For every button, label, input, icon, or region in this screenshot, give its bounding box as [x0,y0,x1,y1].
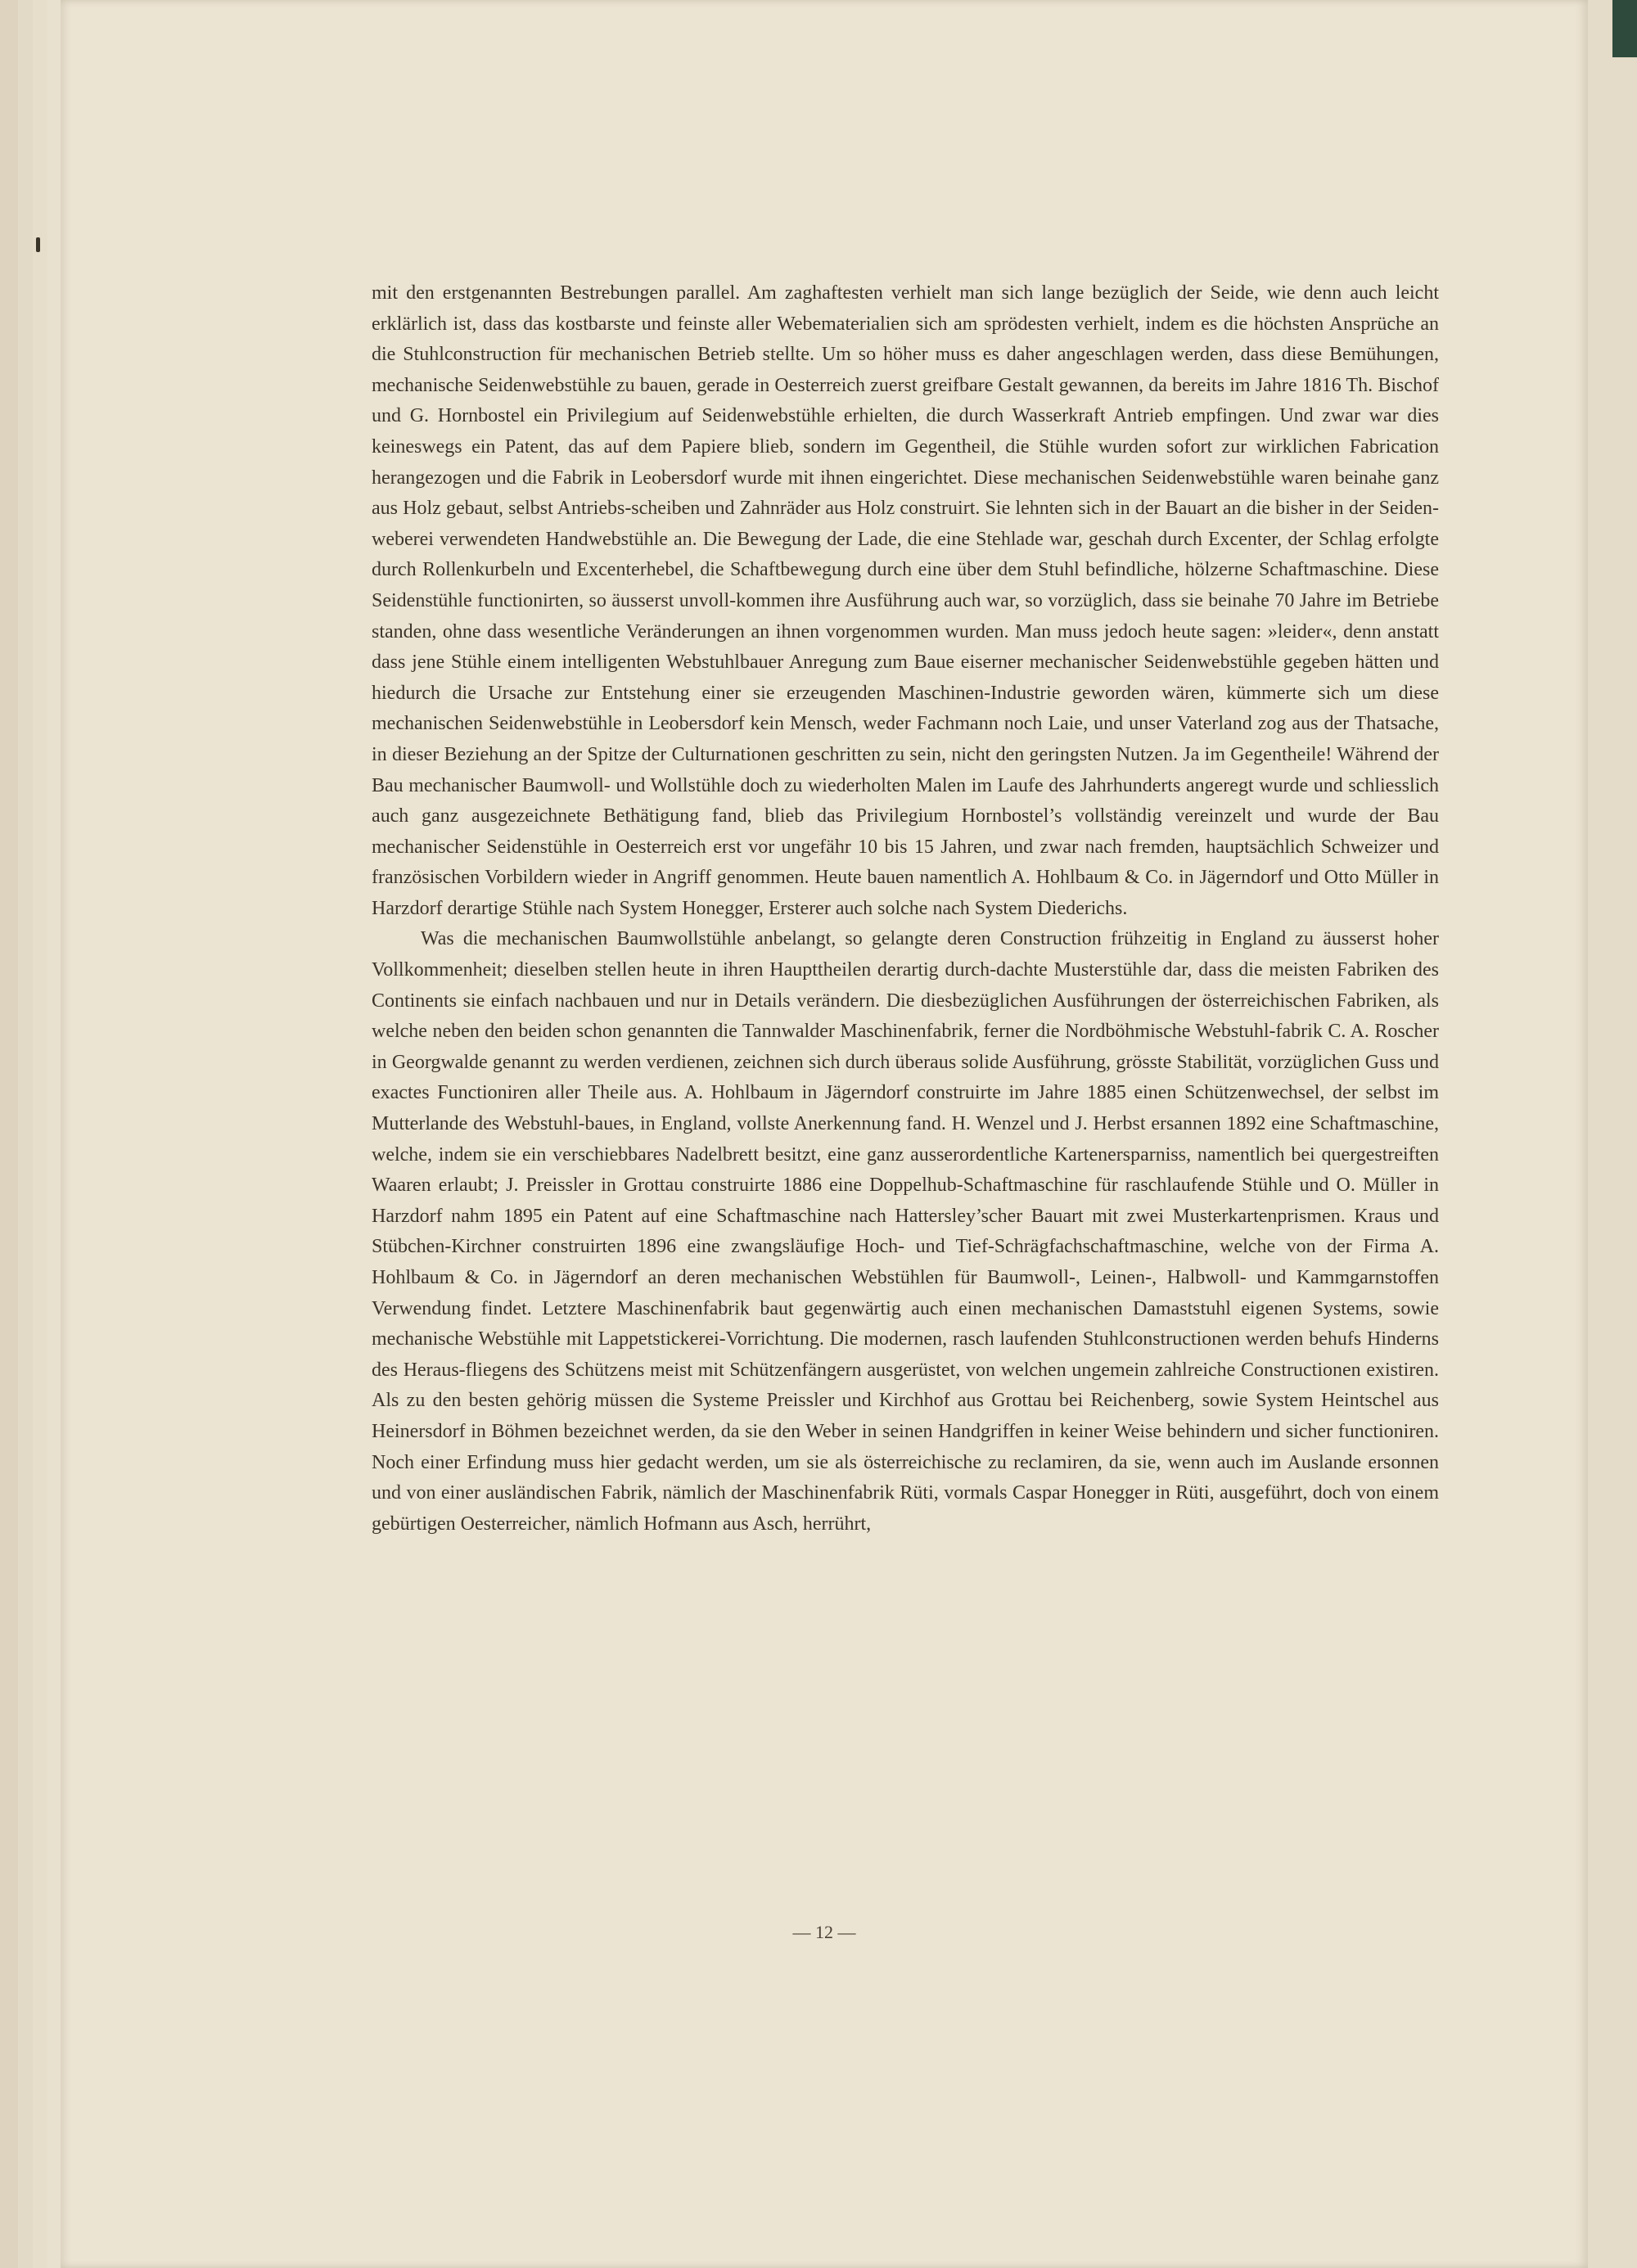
body-text [372,278,1439,1540]
paragraph: mit den erstgenannten Bestrebungen parallel. Am zaghaftesten verhielt man sich lange bezüglich der Seide, wie denn auch leicht erklärlich ist, dass das kostbarste und feinste aller Webematerialien sich am sprödesten verhielt, indem es die höchsten Ansprüche an die Stuhlconstruction für mechanischen Betrieb stellte. Um so höher muss es daher angeschlagen werden, dass diese Bemühungen, mechanische Seidenwebstühle zu bauen, gerade in Oesterreich zuerst greifbare Gestalt gewannen, da bereits im Jahre 1816 Th. Bischof und G. Hornbostel ein Privilegium auf Seidenwebstühle erhielten, die durch Wasserkraft Antrieb empfingen. Und zwar war dies keineswegs ein Patent, das auf dem Papiere blieb, sondern im Gegentheil, die Stühle wurden sofort zur wirklichen Fabrication herangezogen und die Fabrik in Leobersdorf wurde mit ihnen eingerichtet. Diese mechanischen Seidenwebstühle waren beinahe ganz aus Holz gebaut, selbst Antriebs-scheiben und Zahnräder aus Holz construirt. Sie lehnten sich in der Bauart an die bisher in der Seiden-weberei verwendeten Handwebstühle an. Die Bewegung der Lade, die eine Stehlade war, geschah durch Excenter, der Schlag erfolgte durch Rollenkurbeln und Excenterhebel, die Schaftbewegung durch eine über dem Stuhl befindliche, hölzerne Schaftmaschine. Diese Seidenstühle functionirten, so äusserst unvoll-kommen ihre Ausführung auch war, so vorzüglich, dass sie beinahe 70 Jahre im Betriebe standen, ohne dass wesentliche Veränderungen an ihnen vorgenommen wurden. Man muss jedoch heute sagen: »leider«, denn anstatt dass jene Stühle einem intelligenten Webstuhlbauer Anregung zum Baue eiserner mechanischer Seidenwebstühle gegeben hätten und hiedurch die Ursache zur Entstehung einer sie erzeugenden Maschinen-Industrie geworden wären, kümmerte sich um diese mechanischen Seidenwebstühle in Leobersdorf kein Mensch, weder Fachmann noch Laie, und unser Vaterland zog aus der Thatsache, in dieser Beziehung an der Spitze der Culturnationen geschritten zu sein, nicht den geringsten Nutzen. Ja im Gegentheile! Während der Bau mechanischer Baumwoll- und Wollstühle doch zu wiederholten Malen im Laufe des Jahrhunderts angeregt wurde und schliesslich auch ganz ausgezeichnete Bethätigung fand, blieb das Privilegium Hornbostel’s vollständig vereinzelt und wurde der Bau mechanischer Seidenstühle in Oesterreich erst vor ungefähr 10 bis 15 Jahren, und zwar nach fremden, hauptsächlich Schweizer und französischen Vorbildern wieder in Angriff genommen. Heute bauen namentlich A. Hohlbaum & Co. in Jägerndorf und Otto Müller in Harzdorf derartige Stühle nach System Honegger, Ersterer auch solche nach System Diederichs. [372,282,1439,919]
margin-mark [36,237,40,252]
book-cover-corner [1612,0,1637,57]
paragraph: Was die mechanischen Baumwollstühle anbelangt, so gelangte deren Construction frühzeitig in England zu äusserst hoher Vollkommenheit; dieselben stellen heute in ihren Haupttheilen derartig durch-dachte Musterstühle dar, dass die meisten Fabriken des Continents sie einfach nachbauen und nur in Details verändern. Die diesbezüglichen Ausführungen der österreichischen Fabriken, als welche neben den beiden schon genannten die Tannwalder Maschinenfabrik, ferner die Nordböhmische Webstuhl-fabrik C. A. Roscher in Georgwalde genannt zu werden verdienen, zeichnen sich durch überaus solide Ausführung, grösste Stabilität, vorzüglichen Guss und exactes Functioniren aller Theile aus. A. Hohlbaum in Jägerndorf construirte im Jahre 1885 einen Schützenwechsel, der selbst im Mutterlande des Webstuhl-baues, in England, vollste Anerkennung fand. H. Wenzel und J. Herbst ersannen 1892 eine Schaftmaschine, welche, indem sie ein verschiebbares Nadelbrett besitzt, eine ganz ausserordentliche Kartenersparniss, namentlich bei quergestreiften Waaren erlaubt; J. Preissler in Grottau construirte 1886 eine Doppelhub-Schaftmaschine für raschlaufende Stühle und O. Müller in Harzdorf nahm 1895 ein Patent auf eine Schaftmaschine nach Hattersley’scher Bauart mit zwei Musterkartenprismen. Kraus und Stübchen-Kirchner construirten 1896 eine zwangsläufige Hoch- und Tief-Schrägfachschaftmaschine, welche von der Firma A. Hohlbaum & Co. in Jägerndorf an deren mechanischen Webstühlen für Baumwoll-, Leinen-, Halbwoll- und Kammgarnstoffen Verwendung findet. Letztere Maschinenfabrik baut gegenwärtig auch einen mechanischen Damaststuhl eigenen Systems, sowie mechanische Webstühle mit Lappetstickerei-Vorrichtung. Die modernen, rasch laufenden Stuhlconstructionen werden behufs Hinderns des Heraus-fliegens des Schützens meist mit Schützenfängern ausgerüstet, von welchen ungemein zahlreiche Constructionen existiren. Als zu den besten gehörig müssen die Systeme Preissler und Kirchhof aus Grottau bei Reichenberg, sowie System Heintschel aus Heinersdorf in Böhmen bezeichnet werden, da sie den Weber in seinen Handgriffen in keiner Weise behindern und sicher functioniren. Noch einer Erfindung muss hier gedacht werden, um sie als österreichische zu reclamiren, da sie, wenn auch im Auslande ersonnen und von einer ausländischen Fabrik, nämlich der Maschinenfabrik Rüti, vormals Caspar Honegger in Rüti, ausgeführt, doch von einem gebürtigen Oesterreicher, nämlich Hofmann aus Asch, herrührt, [372,928,1439,1535]
page-number: — 12 — [792,1922,856,1942]
book-page [61,0,1588,2268]
